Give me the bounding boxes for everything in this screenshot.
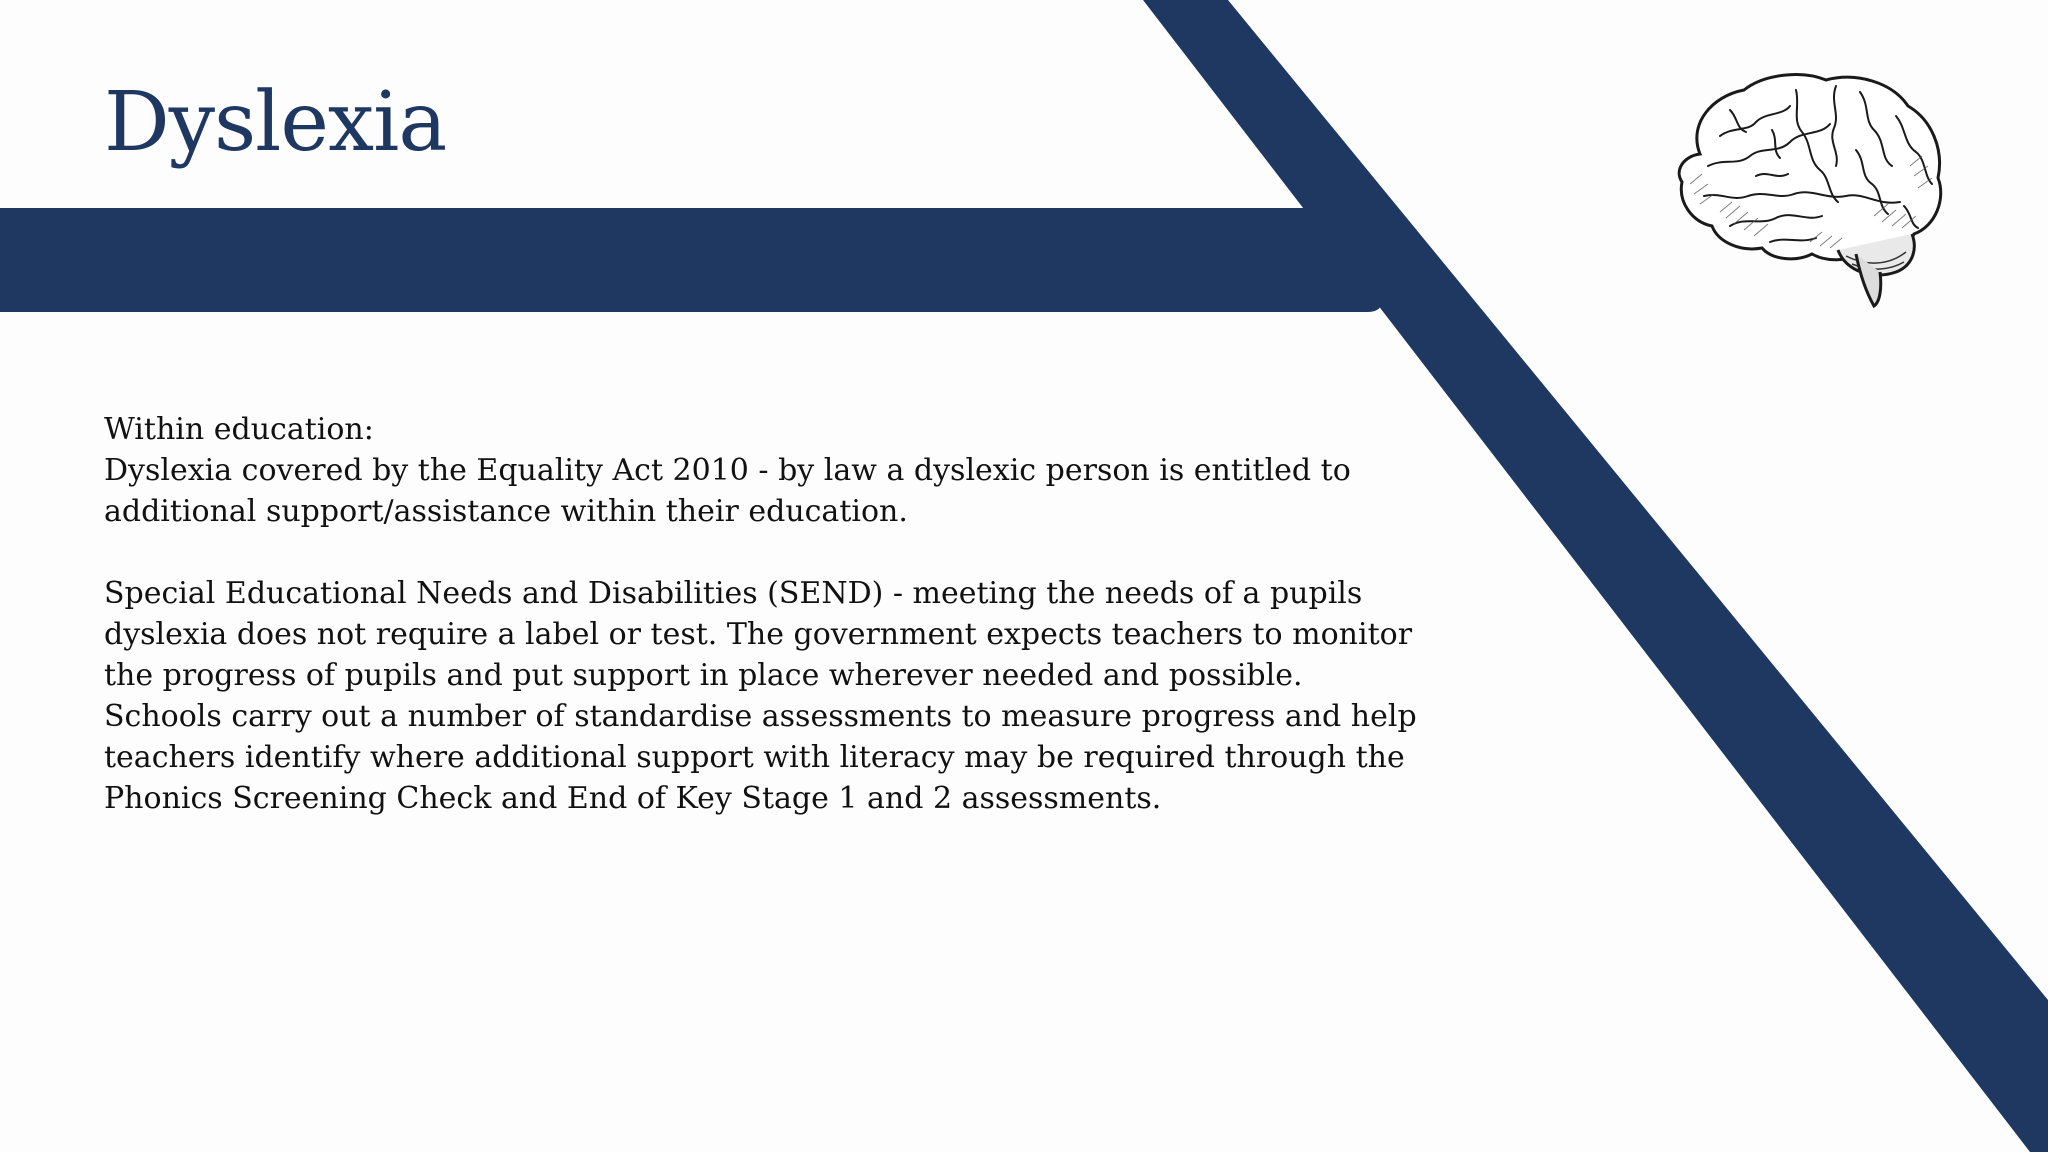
paragraph-intro: Within education: [104, 412, 374, 447]
brain-illustration-icon [1660, 66, 1950, 316]
header-bar [0, 208, 1383, 312]
paragraph-equality-act: Dyslexia covered by the Equality Act 2010 - by law a dyslexic person is entitled to additional support/assistance within their education. [104, 453, 1351, 529]
paragraph-send: Special Educational Needs and Disabilities (SEND) - meeting the needs of a pupils dyslexia does not require a label or test. The government expects teachers to monitor the progress of pupils and put support in place wherever needed and possible. Schools carry out a number of standardise assessments to measure progress and help teachers identify where additional support with literacy may be required through the Phonics Screening Check and End of Key Stage 1 and 2 assessments. [104, 576, 1417, 816]
paragraph-spacer [104, 532, 1424, 573]
slide-title: Dyslexia [104, 75, 447, 170]
body-text [104, 409, 1424, 819]
